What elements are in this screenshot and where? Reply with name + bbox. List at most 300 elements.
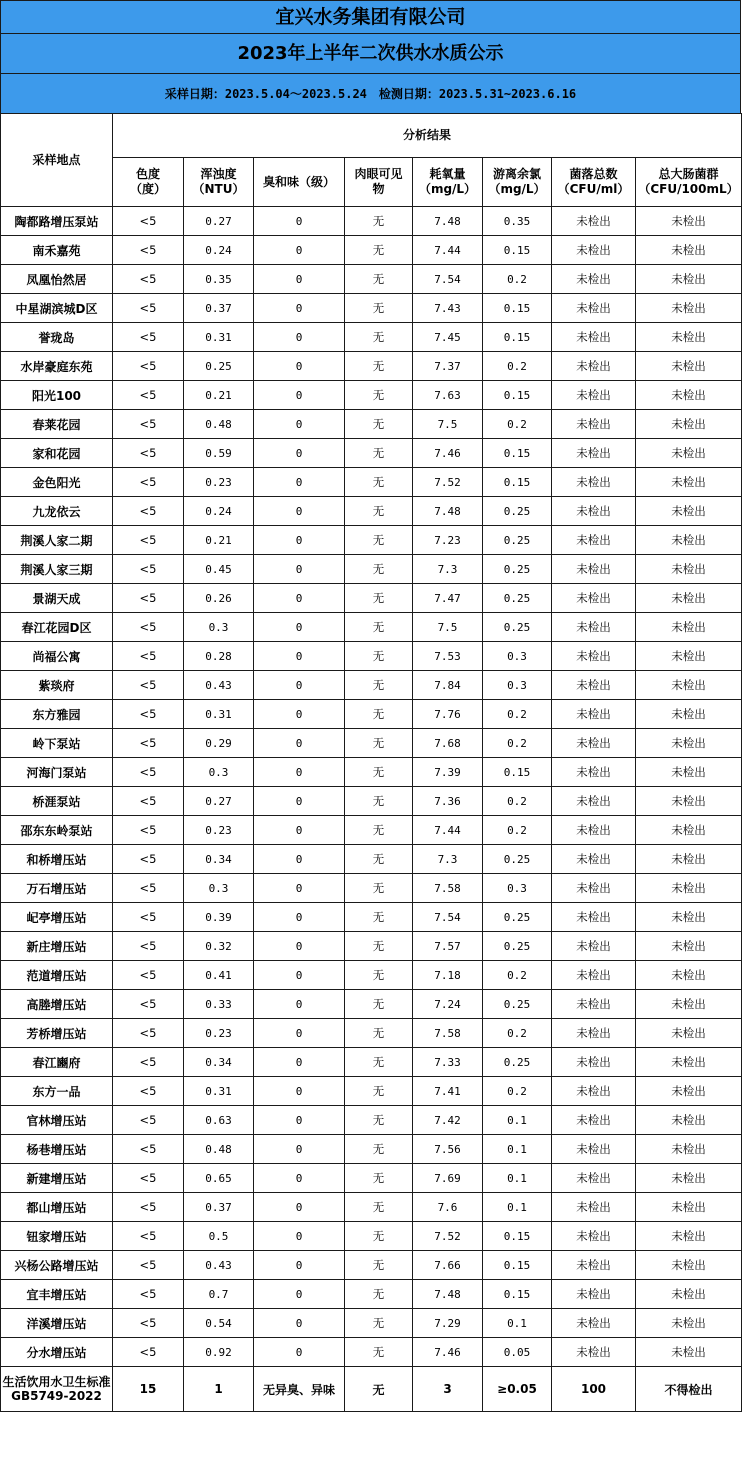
header-text-line: 色度 — [135, 167, 160, 181]
odor-cell: 0 — [254, 265, 345, 294]
colony-count-cell: 未检出 — [552, 352, 636, 381]
color-header — [113, 158, 184, 207]
location-header: 采样地点 — [1, 114, 113, 207]
table-row — [1, 816, 742, 845]
odor-cell: 0 — [254, 1309, 345, 1338]
turbidity-cell: 0.54 — [184, 1309, 254, 1338]
odor-cell: 0 — [254, 468, 345, 497]
table-row — [1, 932, 742, 961]
visible-matter-cell: 无 — [345, 584, 413, 613]
oxygen-consumption-cell: 7.68 — [413, 729, 483, 758]
free-chlorine-cell: 0.1 — [483, 1106, 552, 1135]
free-chlorine-cell: 0.15 — [483, 758, 552, 787]
oxygen-consumption-cell: 7.43 — [413, 294, 483, 323]
coliform-cell: 未检出 — [636, 758, 742, 787]
odor-cell: 0 — [254, 758, 345, 787]
coliform-cell: 未检出 — [636, 1077, 742, 1106]
color-cell: <5 — [113, 381, 184, 410]
visible-matter-cell: 无 — [345, 961, 413, 990]
oxygen-consumption-cell: 7.37 — [413, 352, 483, 381]
odor-cell: 0 — [254, 497, 345, 526]
colony-count-cell: 未检出 — [552, 1048, 636, 1077]
header-text-line: （mg/L） — [418, 182, 477, 196]
oxygen-consumption-cell: 7.6 — [413, 1193, 483, 1222]
visible-matter-cell: 无 — [345, 1193, 413, 1222]
coliform-cell: 未检出 — [636, 410, 742, 439]
free-chlorine-cell: 0.15 — [483, 468, 552, 497]
visible-matter-cell: 无 — [345, 236, 413, 265]
header-text-line: （CFU/100mL） — [638, 182, 739, 196]
color-cell: <5 — [113, 613, 184, 642]
oxygen-consumption-cell: 7.46 — [413, 1338, 483, 1367]
turbidity-header — [184, 158, 254, 207]
turbidity-cell: 0.27 — [184, 207, 254, 236]
oxygen-consumption-cell: 7.33 — [413, 1048, 483, 1077]
standard-value: 不得检出 — [636, 1367, 742, 1412]
colony-count-cell: 未检出 — [552, 555, 636, 584]
colony-count-cell: 未检出 — [552, 207, 636, 236]
coliform-cell: 未检出 — [636, 816, 742, 845]
location-cell: 荆溪人家三期 — [1, 555, 113, 584]
odor-cell: 0 — [254, 410, 345, 439]
odor-cell: 0 — [254, 961, 345, 990]
color-cell: <5 — [113, 671, 184, 700]
odor-cell: 0 — [254, 874, 345, 903]
location-cell: 万石增压站 — [1, 874, 113, 903]
table-row — [1, 1048, 742, 1077]
oxygen-consumption-cell: 7.58 — [413, 1019, 483, 1048]
color-cell: <5 — [113, 410, 184, 439]
free-chlorine-cell: 0.25 — [483, 584, 552, 613]
free-chlorine-cell: 0.25 — [483, 903, 552, 932]
color-cell: <5 — [113, 323, 184, 352]
odor-cell: 0 — [254, 845, 345, 874]
table-row — [1, 439, 742, 468]
colony-count-cell: 未检出 — [552, 758, 636, 787]
colony-count-cell: 未检出 — [552, 961, 636, 990]
color-cell: <5 — [113, 990, 184, 1019]
location-cell: 高塍增压站 — [1, 990, 113, 1019]
free-chlorine-cell: 0.15 — [483, 236, 552, 265]
header-text-line: 游离余氯 — [492, 167, 541, 181]
location-cell: 春江花园D区 — [1, 613, 113, 642]
location-cell: 兴杨公路增压站 — [1, 1251, 113, 1280]
free-chlorine-cell: 0.35 — [483, 207, 552, 236]
oxygen-consumption-cell: 7.58 — [413, 874, 483, 903]
standard-value: ≥0.05 — [483, 1367, 552, 1412]
colony-count-cell: 未检出 — [552, 700, 636, 729]
table-row — [1, 352, 742, 381]
date-line: 采样日期：2023.5.04～2023.5.24 检测日期：2023.5.31~2023.6.16 — [0, 73, 741, 113]
free-chlorine-cell: 0.25 — [483, 613, 552, 642]
odor-cell: 0 — [254, 439, 345, 468]
location-cell: 东方雅园 — [1, 700, 113, 729]
header-text-line: 物 — [372, 182, 385, 196]
table-row — [1, 1338, 742, 1367]
turbidity-cell: 0.37 — [184, 294, 254, 323]
turbidity-cell: 0.25 — [184, 352, 254, 381]
coliform-cell: 未检出 — [636, 1164, 742, 1193]
coliform-cell: 未检出 — [636, 1193, 742, 1222]
color-cell: <5 — [113, 497, 184, 526]
color-cell: <5 — [113, 1164, 184, 1193]
standard-label: 生活饮用水卫生标准GB5749-2022 — [1, 1367, 113, 1412]
colony-count-cell: 未检出 — [552, 1164, 636, 1193]
location-cell: 陶都路增压泵站 — [1, 207, 113, 236]
color-cell: <5 — [113, 1309, 184, 1338]
table-row — [1, 468, 742, 497]
coliform-cell: 未检出 — [636, 294, 742, 323]
coliform-cell: 未检出 — [636, 1048, 742, 1077]
color-cell: <5 — [113, 1135, 184, 1164]
colony-count-cell: 未检出 — [552, 1135, 636, 1164]
color-cell: <5 — [113, 584, 184, 613]
free-chlorine-cell: 0.15 — [483, 1280, 552, 1309]
table-row — [1, 758, 742, 787]
colony-count-header — [552, 158, 636, 207]
table-row — [1, 294, 742, 323]
table-row — [1, 410, 742, 439]
odor-cell: 0 — [254, 642, 345, 671]
location-cell: 屺亭增压站 — [1, 903, 113, 932]
visible-matter-header — [345, 158, 413, 207]
table-row — [1, 1019, 742, 1048]
free-chlorine-cell: 0.2 — [483, 265, 552, 294]
free-chlorine-cell: 0.2 — [483, 961, 552, 990]
visible-matter-cell: 无 — [345, 816, 413, 845]
color-cell: <5 — [113, 1222, 184, 1251]
coliform-cell: 未检出 — [636, 207, 742, 236]
coliform-cell: 未检出 — [636, 613, 742, 642]
colony-count-cell: 未检出 — [552, 294, 636, 323]
turbidity-cell: 0.65 — [184, 1164, 254, 1193]
location-cell: 芳桥增压站 — [1, 1019, 113, 1048]
colony-count-cell: 未检出 — [552, 671, 636, 700]
table-row — [1, 671, 742, 700]
odor-cell: 0 — [254, 1077, 345, 1106]
color-cell: <5 — [113, 700, 184, 729]
turbidity-cell: 0.45 — [184, 555, 254, 584]
table-row — [1, 642, 742, 671]
visible-matter-cell: 无 — [345, 1106, 413, 1135]
colony-count-cell: 未检出 — [552, 1280, 636, 1309]
odor-cell: 0 — [254, 990, 345, 1019]
location-cell: 河海门泵站 — [1, 758, 113, 787]
location-cell: 和桥增压站 — [1, 845, 113, 874]
oxygen-consumption-cell: 7.48 — [413, 497, 483, 526]
oxygen-consumption-cell: 7.39 — [413, 758, 483, 787]
visible-matter-cell: 无 — [345, 932, 413, 961]
odor-cell: 0 — [254, 1019, 345, 1048]
free-chlorine-cell: 0.2 — [483, 1019, 552, 1048]
location-cell: 岭下泵站 — [1, 729, 113, 758]
coliform-cell: 未检出 — [636, 439, 742, 468]
coliform-cell: 未检出 — [636, 845, 742, 874]
oxygen-consumption-cell: 7.47 — [413, 584, 483, 613]
colony-count-cell: 未检出 — [552, 1309, 636, 1338]
turbidity-cell: 0.92 — [184, 1338, 254, 1367]
oxygen-consumption-header — [413, 158, 483, 207]
visible-matter-cell: 无 — [345, 1048, 413, 1077]
odor-cell: 0 — [254, 1164, 345, 1193]
location-cell: 九龙依云 — [1, 497, 113, 526]
coliform-cell: 未检出 — [636, 990, 742, 1019]
visible-matter-cell: 无 — [345, 265, 413, 294]
turbidity-cell: 0.31 — [184, 1077, 254, 1106]
oxygen-consumption-cell: 7.3 — [413, 555, 483, 584]
colony-count-cell: 未检出 — [552, 1193, 636, 1222]
visible-matter-cell: 无 — [345, 497, 413, 526]
colony-count-cell: 未检出 — [552, 526, 636, 555]
location-cell: 金色阳光 — [1, 468, 113, 497]
color-cell: <5 — [113, 1338, 184, 1367]
color-cell: <5 — [113, 642, 184, 671]
location-cell: 邵东东岭泵站 — [1, 816, 113, 845]
location-cell: 水岸豪庭东苑 — [1, 352, 113, 381]
oxygen-consumption-cell: 7.44 — [413, 236, 483, 265]
color-cell: <5 — [113, 439, 184, 468]
color-cell: <5 — [113, 1077, 184, 1106]
colony-count-cell: 未检出 — [552, 265, 636, 294]
table-row — [1, 1164, 742, 1193]
turbidity-cell: 0.21 — [184, 381, 254, 410]
location-cell: 誉珑岛 — [1, 323, 113, 352]
table-row — [1, 729, 742, 758]
color-cell: <5 — [113, 932, 184, 961]
odor-cell: 0 — [254, 671, 345, 700]
table-row — [1, 1222, 742, 1251]
turbidity-cell: 0.31 — [184, 700, 254, 729]
oxygen-consumption-cell: 7.41 — [413, 1077, 483, 1106]
turbidity-cell: 0.24 — [184, 497, 254, 526]
turbidity-cell: 0.59 — [184, 439, 254, 468]
turbidity-cell: 0.43 — [184, 671, 254, 700]
color-cell: <5 — [113, 1106, 184, 1135]
visible-matter-cell: 无 — [345, 1309, 413, 1338]
table-row — [1, 1106, 742, 1135]
free-chlorine-cell: 0.2 — [483, 410, 552, 439]
color-cell: <5 — [113, 961, 184, 990]
location-cell: 都山增压站 — [1, 1193, 113, 1222]
table-row — [1, 381, 742, 410]
odor-cell: 0 — [254, 1193, 345, 1222]
location-cell: 荆溪人家二期 — [1, 526, 113, 555]
location-cell: 官林增压站 — [1, 1106, 113, 1135]
location-cell: 洋溪增压站 — [1, 1309, 113, 1338]
visible-matter-cell: 无 — [345, 671, 413, 700]
standard-value: 100 — [552, 1367, 636, 1412]
table-row — [1, 961, 742, 990]
turbidity-cell: 0.3 — [184, 874, 254, 903]
table-row — [1, 497, 742, 526]
coliform-cell: 未检出 — [636, 526, 742, 555]
table-row — [1, 1135, 742, 1164]
turbidity-cell: 0.21 — [184, 526, 254, 555]
color-cell: <5 — [113, 294, 184, 323]
oxygen-consumption-cell: 7.5 — [413, 410, 483, 439]
location-cell: 宜丰增压站 — [1, 1280, 113, 1309]
visible-matter-cell: 无 — [345, 410, 413, 439]
location-cell: 范道增压站 — [1, 961, 113, 990]
oxygen-consumption-cell: 7.52 — [413, 1222, 483, 1251]
colony-count-cell: 未检出 — [552, 497, 636, 526]
visible-matter-cell: 无 — [345, 468, 413, 497]
table-row — [1, 1251, 742, 1280]
turbidity-cell: 0.39 — [184, 903, 254, 932]
free-chlorine-cell: 0.25 — [483, 990, 552, 1019]
visible-matter-cell: 无 — [345, 207, 413, 236]
visible-matter-cell: 无 — [345, 845, 413, 874]
visible-matter-cell: 无 — [345, 352, 413, 381]
odor-cell: 0 — [254, 932, 345, 961]
turbidity-cell: 0.48 — [184, 1135, 254, 1164]
turbidity-cell: 0.5 — [184, 1222, 254, 1251]
visible-matter-cell: 无 — [345, 700, 413, 729]
table-row — [1, 700, 742, 729]
free-chlorine-cell: 0.25 — [483, 497, 552, 526]
standard-value: 15 — [113, 1367, 184, 1412]
colony-count-cell: 未检出 — [552, 903, 636, 932]
color-cell: <5 — [113, 555, 184, 584]
free-chlorine-header — [483, 158, 552, 207]
colony-count-cell: 未检出 — [552, 381, 636, 410]
color-cell: <5 — [113, 787, 184, 816]
turbidity-cell: 0.28 — [184, 642, 254, 671]
free-chlorine-cell: 0.3 — [483, 874, 552, 903]
coliform-cell: 未检出 — [636, 381, 742, 410]
odor-cell: 0 — [254, 352, 345, 381]
standard-value: 3 — [413, 1367, 483, 1412]
table-row — [1, 236, 742, 265]
standard-value: 无 — [345, 1367, 413, 1412]
odor-cell: 0 — [254, 294, 345, 323]
colony-count-cell: 未检出 — [552, 439, 636, 468]
oxygen-consumption-cell: 7.54 — [413, 265, 483, 294]
coliform-cell: 未检出 — [636, 961, 742, 990]
free-chlorine-cell: 0.15 — [483, 294, 552, 323]
color-cell: <5 — [113, 468, 184, 497]
color-cell: <5 — [113, 236, 184, 265]
location-cell: 杨巷增压站 — [1, 1135, 113, 1164]
visible-matter-cell: 无 — [345, 294, 413, 323]
visible-matter-cell: 无 — [345, 1019, 413, 1048]
coliform-cell: 未检出 — [636, 352, 742, 381]
coliform-cell: 未检出 — [636, 642, 742, 671]
free-chlorine-cell: 0.2 — [483, 787, 552, 816]
free-chlorine-cell: 0.1 — [483, 1135, 552, 1164]
visible-matter-cell: 无 — [345, 874, 413, 903]
coliform-cell: 未检出 — [636, 497, 742, 526]
free-chlorine-cell: 0.2 — [483, 816, 552, 845]
turbidity-cell: 0.34 — [184, 845, 254, 874]
coliform-cell: 未检出 — [636, 1019, 742, 1048]
coliform-cell: 未检出 — [636, 584, 742, 613]
free-chlorine-cell: 0.2 — [483, 352, 552, 381]
free-chlorine-cell: 0.3 — [483, 671, 552, 700]
oxygen-consumption-cell: 7.53 — [413, 642, 483, 671]
colony-count-cell: 未检出 — [552, 642, 636, 671]
coliform-cell: 未检出 — [636, 1135, 742, 1164]
oxygen-consumption-cell: 7.76 — [413, 700, 483, 729]
oxygen-consumption-cell: 7.48 — [413, 207, 483, 236]
free-chlorine-cell: 0.25 — [483, 932, 552, 961]
color-cell: <5 — [113, 1019, 184, 1048]
company-name: 宜兴水务集团有限公司 — [0, 0, 741, 33]
turbidity-cell: 0.23 — [184, 816, 254, 845]
odor-cell: 0 — [254, 381, 345, 410]
odor-cell: 0 — [254, 1106, 345, 1135]
colony-count-cell: 未检出 — [552, 584, 636, 613]
free-chlorine-cell: 0.25 — [483, 845, 552, 874]
oxygen-consumption-cell: 7.18 — [413, 961, 483, 990]
location-cell: 春莱花园 — [1, 410, 113, 439]
visible-matter-cell: 无 — [345, 729, 413, 758]
table-row — [1, 526, 742, 555]
turbidity-cell: 0.31 — [184, 323, 254, 352]
header-text-line: （度） — [129, 182, 166, 196]
oxygen-consumption-cell: 7.3 — [413, 845, 483, 874]
standard-value: 1 — [184, 1367, 254, 1412]
visible-matter-cell: 无 — [345, 1251, 413, 1280]
odor-cell: 0 — [254, 1251, 345, 1280]
oxygen-consumption-cell: 7.36 — [413, 787, 483, 816]
results-table — [0, 113, 742, 1412]
coliform-cell: 未检出 — [636, 1251, 742, 1280]
free-chlorine-cell: 0.25 — [483, 526, 552, 555]
color-cell: <5 — [113, 1251, 184, 1280]
free-chlorine-cell: 0.3 — [483, 642, 552, 671]
visible-matter-cell: 无 — [345, 903, 413, 932]
coliform-cell: 未检出 — [636, 903, 742, 932]
standard-value: 无异臭、异味 — [254, 1367, 345, 1412]
odor-cell: 0 — [254, 323, 345, 352]
oxygen-consumption-cell: 7.84 — [413, 671, 483, 700]
header-text-line: 总大肠菌群 — [658, 167, 719, 181]
page-title: 2023年上半年二次供水水质公示 — [0, 33, 741, 73]
color-cell: <5 — [113, 758, 184, 787]
oxygen-consumption-cell: 7.23 — [413, 526, 483, 555]
oxygen-consumption-cell: 7.52 — [413, 468, 483, 497]
odor-cell: 0 — [254, 526, 345, 555]
location-cell: 南禾嘉苑 — [1, 236, 113, 265]
location-cell: 新庄增压站 — [1, 932, 113, 961]
odor-cell: 0 — [254, 1338, 345, 1367]
colony-count-cell: 未检出 — [552, 1019, 636, 1048]
turbidity-cell: 0.26 — [184, 584, 254, 613]
table-row — [1, 584, 742, 613]
table-row — [1, 903, 742, 932]
free-chlorine-cell: 0.1 — [483, 1309, 552, 1338]
oxygen-consumption-cell: 7.57 — [413, 932, 483, 961]
color-cell: <5 — [113, 526, 184, 555]
free-chlorine-cell: 0.05 — [483, 1338, 552, 1367]
standard-row — [1, 1367, 742, 1412]
header-text-line: 臭和味（级） — [262, 174, 335, 189]
odor-cell: 0 — [254, 584, 345, 613]
color-cell: <5 — [113, 352, 184, 381]
location-cell: 分水增压站 — [1, 1338, 113, 1367]
colony-count-cell: 未检出 — [552, 1077, 636, 1106]
turbidity-cell: 0.7 — [184, 1280, 254, 1309]
turbidity-cell: 0.3 — [184, 758, 254, 787]
color-cell: <5 — [113, 845, 184, 874]
colony-count-cell: 未检出 — [552, 1222, 636, 1251]
color-cell: <5 — [113, 1193, 184, 1222]
table-row — [1, 874, 742, 903]
header-text-line: （mg/L） — [488, 182, 546, 196]
oxygen-consumption-cell: 7.24 — [413, 990, 483, 1019]
free-chlorine-cell: 0.2 — [483, 700, 552, 729]
